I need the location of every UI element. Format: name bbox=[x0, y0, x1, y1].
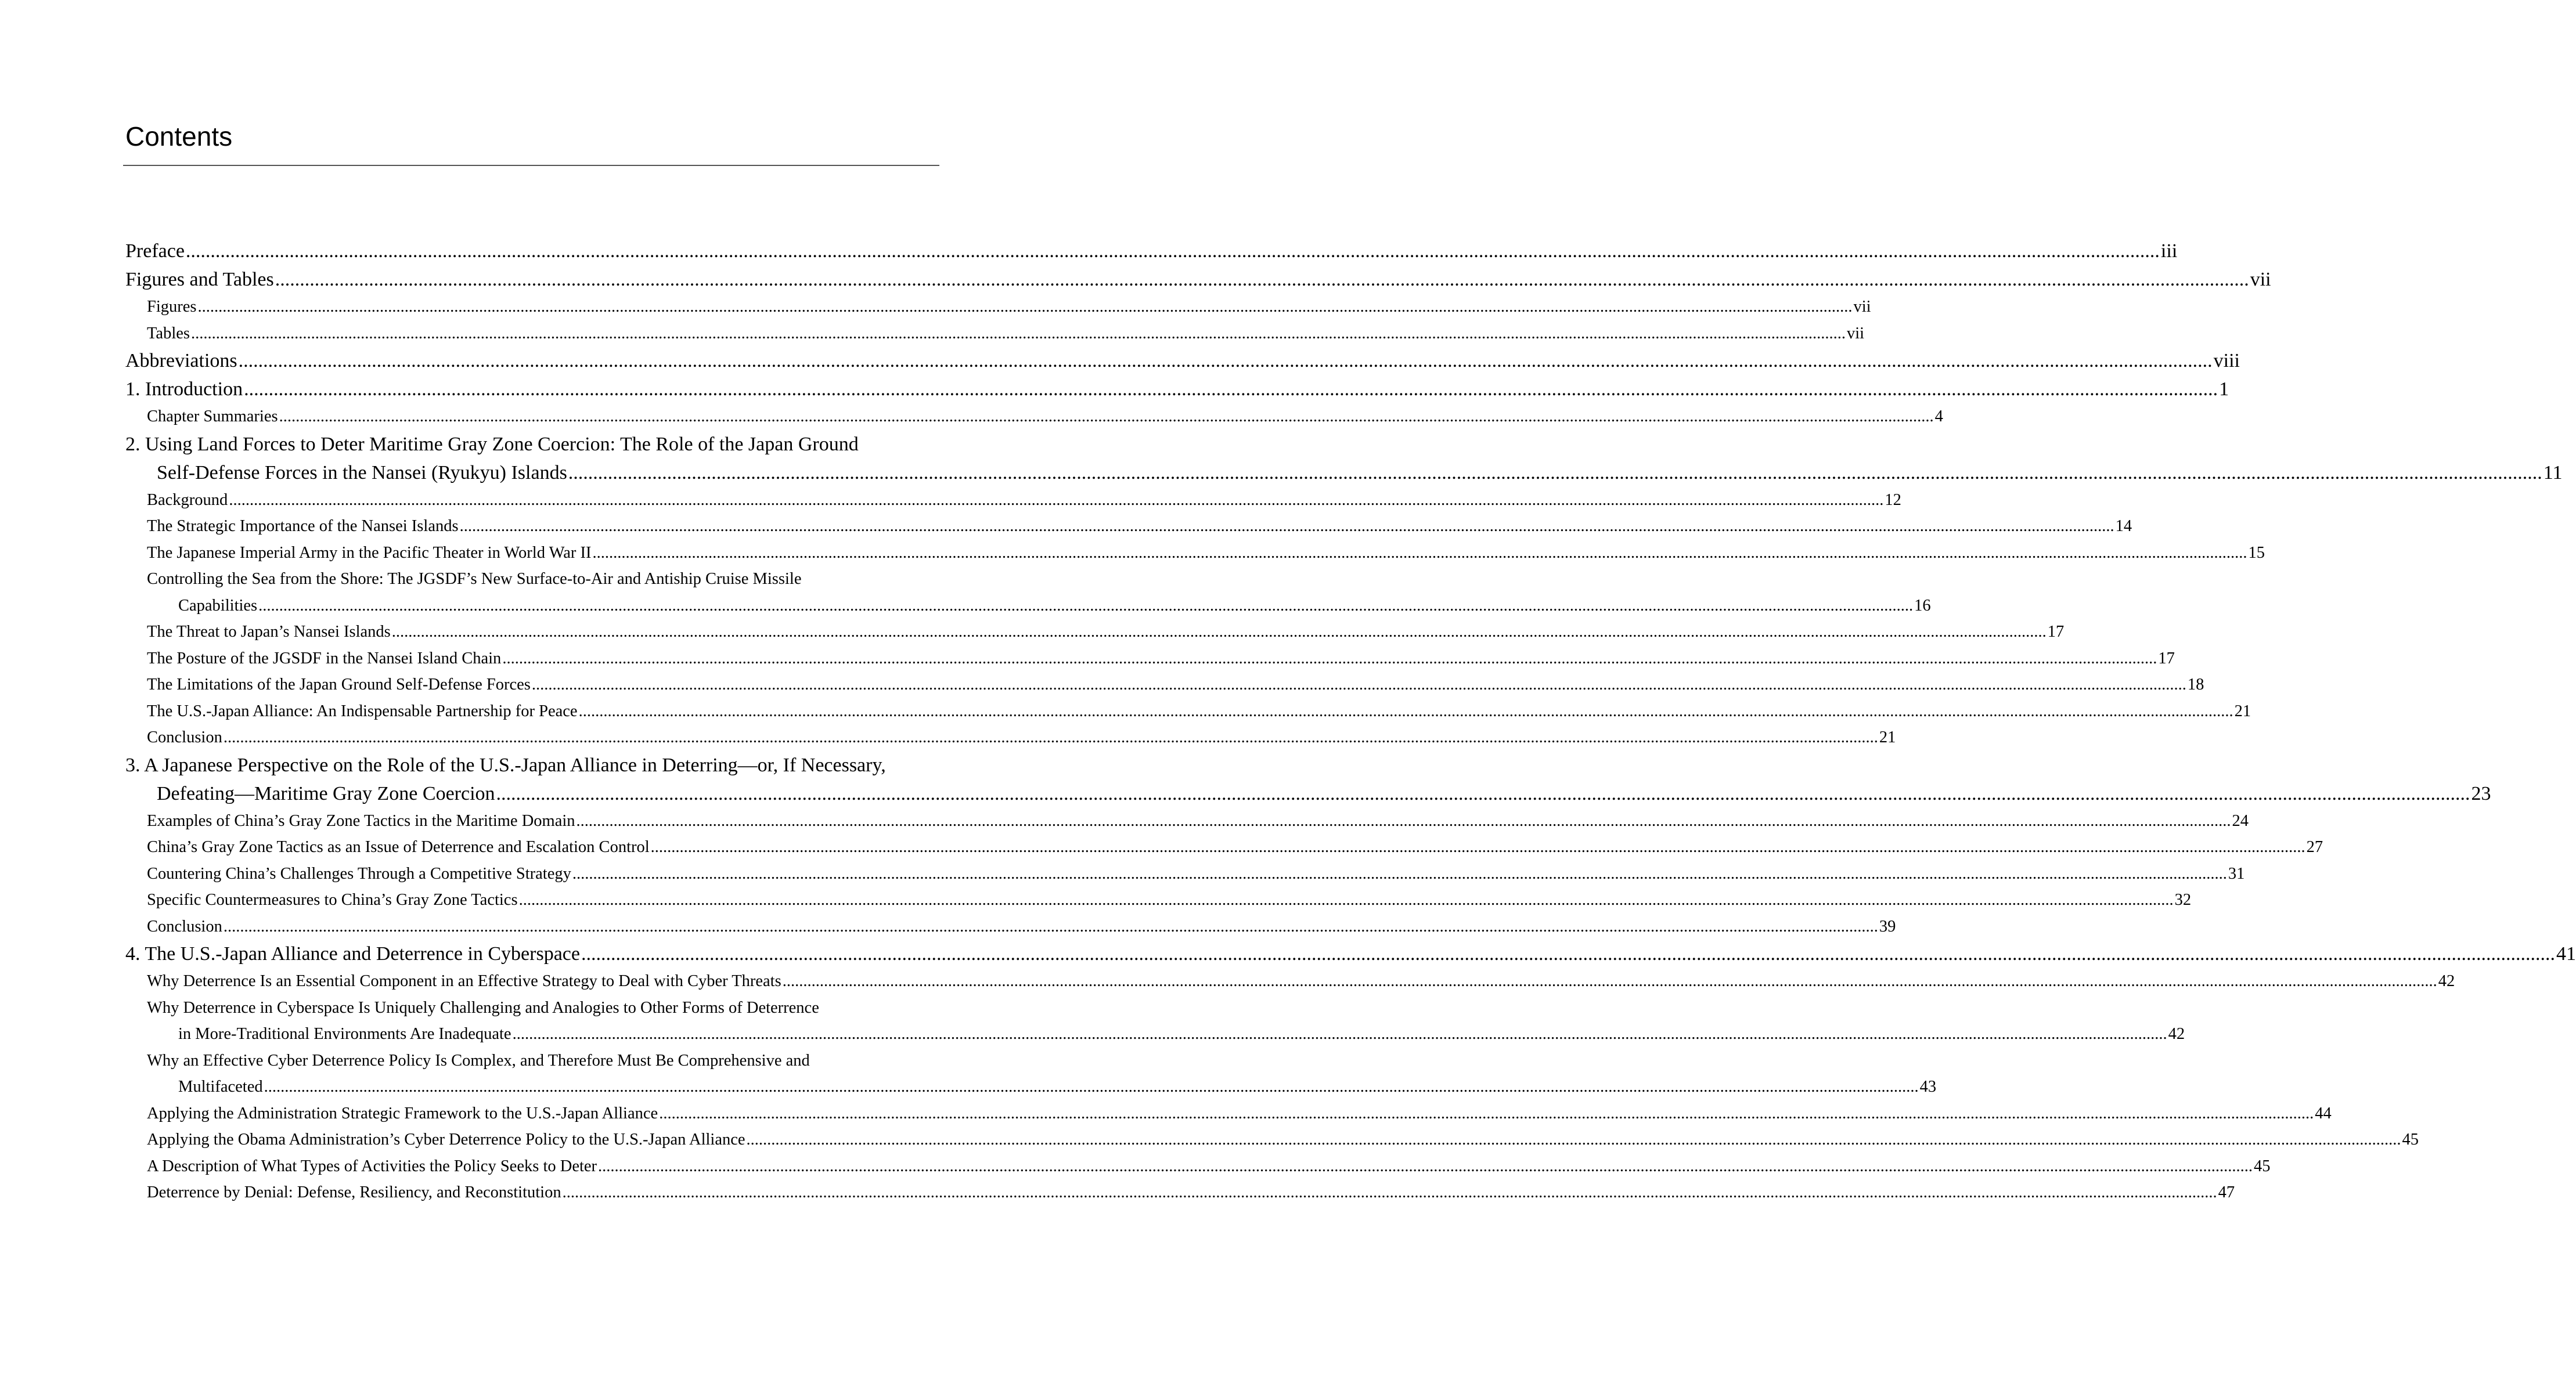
toc-page-number: 17 bbox=[2158, 649, 2175, 667]
toc-entry[interactable] bbox=[125, 1100, 2332, 1127]
toc-page-number: 23 bbox=[2471, 782, 2491, 804]
toc-page-number: 45 bbox=[2254, 1157, 2271, 1175]
toc-entry[interactable] bbox=[125, 375, 2229, 403]
toc-entry[interactable] bbox=[125, 619, 2065, 645]
toc-entry-title: 3. A Japanese Perspective on the Role of the U.S.-Japan Alliance in Deterring—or, If Necessary, bbox=[125, 754, 886, 776]
toc-entry-title: in More-Traditional Environments Are Inadequate bbox=[178, 1025, 511, 1043]
toc-entry[interactable] bbox=[125, 1048, 1937, 1100]
toc-entry-title: 1. Introduction bbox=[125, 378, 243, 400]
dot-leader: ................................................................................................................................................................................................................................................................................................................................................................................................................ bbox=[229, 490, 1884, 509]
toc-entry-title: Abbreviations bbox=[125, 350, 237, 371]
toc-page-number: 27 bbox=[2306, 838, 2323, 856]
dot-leader: ................................................................................................................................................................................................................................................................................................................................................................................................................ bbox=[581, 943, 2555, 965]
toc-page-number: 4 bbox=[1934, 407, 1943, 425]
toc-page-number: 21 bbox=[1879, 728, 1896, 746]
toc-entry-title: Specific Countermeasures to China’s Gray Zone Tactics bbox=[147, 891, 518, 909]
toc-entry-title: Self-Defense Forces in the Nansei (Ryukyu) Islands bbox=[157, 461, 567, 483]
dot-leader: ................................................................................................................................................................................................................................................................................................................................................................................................................ bbox=[238, 350, 2213, 371]
toc-entry[interactable] bbox=[125, 645, 2175, 672]
toc-entry[interactable] bbox=[125, 320, 1865, 347]
toc-page-number: 31 bbox=[2228, 864, 2245, 883]
toc-entry-title: Countering China’s Challenges Through a Competitive Strategy bbox=[147, 864, 571, 883]
toc-entry-title: A Description of What Types of Activities the Policy Seeks to Deter bbox=[147, 1157, 597, 1175]
toc-entry-title: Why Deterrence in Cyberspace Is Uniquely Challenging and Analogies to Other Forms of Deterrence bbox=[147, 998, 819, 1017]
toc-entry[interactable] bbox=[125, 1127, 2419, 1153]
toc-entry-title: China’s Gray Zone Tactics as an Issue of Deterrence and Escalation Control bbox=[147, 838, 650, 856]
toc-page-number: 17 bbox=[2047, 623, 2065, 641]
toc-entry[interactable] bbox=[125, 265, 2271, 294]
dot-leader: ................................................................................................................................................................................................................................................................................................................................................................................................................ bbox=[279, 407, 1934, 425]
toc-entry-title: Conclusion bbox=[147, 917, 222, 936]
toc-page-number: 18 bbox=[2187, 676, 2204, 694]
toc-entry[interactable] bbox=[125, 294, 1871, 320]
dot-leader: ................................................................................................................................................................................................................................................................................................................................................................................................................ bbox=[264, 1078, 1919, 1096]
toc-page-number: 42 bbox=[2438, 972, 2455, 990]
toc-page-number: 15 bbox=[2248, 543, 2265, 562]
toc-page-number: vii bbox=[2250, 269, 2271, 290]
toc-entry[interactable] bbox=[125, 540, 2265, 566]
toc-entry[interactable] bbox=[125, 698, 2251, 725]
toc-entry-title: Conclusion bbox=[147, 728, 222, 746]
toc-page-number: 41 bbox=[2556, 943, 2576, 965]
toc-page-number: 12 bbox=[1885, 490, 1901, 509]
toc-page-number: vii bbox=[1853, 298, 1871, 316]
toc-entry-title: The Japanese Imperial Army in the Pacific Theater in World War II bbox=[147, 543, 592, 562]
toc-page-number: 32 bbox=[2174, 891, 2192, 909]
toc-entry[interactable] bbox=[125, 346, 2240, 375]
toc-entry[interactable] bbox=[125, 834, 2323, 861]
toc-entry-title: Why Deterrence Is an Essential Component in an Effective Strategy to Deal with Cyber Threats bbox=[147, 972, 781, 990]
dot-leader: ................................................................................................................................................................................................................................................................................................................................................................................................................ bbox=[512, 1025, 2167, 1043]
toc-page-number: 11 bbox=[2543, 461, 2563, 483]
toc-entry-title: Defeating—Maritime Gray Zone Coercion bbox=[157, 782, 495, 804]
toc-entry-title: Deterrence by Denial: Defense, Resiliency, and Reconstitution bbox=[147, 1183, 561, 1201]
toc-entry-title: Preface bbox=[125, 240, 185, 262]
toc-page-number: 24 bbox=[2232, 811, 2249, 830]
toc-entry[interactable] bbox=[125, 430, 2563, 487]
dot-leader: ................................................................................................................................................................................................................................................................................................................................................................................................................ bbox=[572, 864, 2227, 883]
dot-leader: ................................................................................................................................................................................................................................................................................................................................................................................................................ bbox=[275, 269, 2249, 290]
toc-page-number: vii bbox=[1846, 324, 1865, 342]
toc-entry-title: Capabilities bbox=[178, 596, 258, 615]
table-of-contents bbox=[125, 237, 2576, 1206]
toc-entry[interactable] bbox=[125, 914, 1896, 940]
toc-entry-title: The Threat to Japan’s Nansei Islands bbox=[147, 623, 391, 641]
dot-leader: ................................................................................................................................................................................................................................................................................................................................................................................................................ bbox=[578, 702, 2233, 720]
toc-page-number: 14 bbox=[2115, 517, 2132, 535]
toc-entry[interactable] bbox=[125, 487, 1901, 514]
toc-entry-title: Multifaceted bbox=[178, 1078, 263, 1096]
toc-page-number: 1 bbox=[2219, 378, 2229, 400]
toc-entry-title: The U.S.-Japan Alliance: An Indispensable Partnership for Peace bbox=[147, 702, 578, 720]
toc-entry[interactable] bbox=[125, 808, 2249, 835]
page-title: Contents bbox=[125, 121, 233, 151]
dot-leader: ................................................................................................................................................................................................................................................................................................................................................................................................................ bbox=[258, 596, 1914, 615]
toc-entry-title: Examples of China’s Gray Zone Tactics in the Maritime Domain bbox=[147, 811, 575, 830]
toc-page-number: 39 bbox=[1879, 917, 1896, 936]
dot-leader: ................................................................................................................................................................................................................................................................................................................................................................................................................ bbox=[568, 461, 2542, 483]
dot-leader: ................................................................................................................................................................................................................................................................................................................................................................................................................ bbox=[659, 1104, 2314, 1122]
toc-page-number: 42 bbox=[2168, 1025, 2185, 1043]
toc-entry[interactable] bbox=[125, 513, 2132, 540]
dot-leader: ................................................................................................................................................................................................................................................................................................................................................................................................................ bbox=[562, 1183, 2217, 1201]
dot-leader: ................................................................................................................................................................................................................................................................................................................................................................................................................ bbox=[782, 972, 2437, 990]
toc-entry-title: Controlling the Sea from the Shore: The JGSDF’s New Surface-to-Air and Antiship Cruise Missile bbox=[147, 570, 802, 588]
toc-entry-title: Figures and Tables bbox=[125, 269, 274, 290]
toc-entry-title: Applying the Obama Administration’s Cyber Deterrence Policy to the U.S.-Japan Alliance bbox=[147, 1131, 745, 1149]
toc-entry[interactable] bbox=[125, 403, 1943, 430]
dot-leader: ................................................................................................................................................................................................................................................................................................................................................................................................................ bbox=[531, 676, 2186, 694]
toc-entry[interactable] bbox=[125, 968, 2455, 995]
toc-page-number: 21 bbox=[2234, 702, 2251, 720]
toc-entry[interactable] bbox=[125, 1179, 2235, 1206]
dot-leader: ................................................................................................................................................................................................................................................................................................................................................................................................................ bbox=[197, 298, 1853, 316]
dot-leader: ................................................................................................................................................................................................................................................................................................................................................................................................................ bbox=[223, 917, 1878, 936]
toc-entry-title: The Strategic Importance of the Nansei Islands bbox=[147, 517, 459, 535]
toc-page-number: viii bbox=[2213, 350, 2240, 371]
dot-leader: ................................................................................................................................................................................................................................................................................................................................................................................................................ bbox=[185, 240, 2160, 262]
dot-leader: ................................................................................................................................................................................................................................................................................................................................................................................................................ bbox=[576, 811, 2231, 830]
toc-entry[interactable] bbox=[125, 940, 2576, 968]
title-rule bbox=[123, 165, 939, 166]
toc-entry[interactable] bbox=[125, 751, 2491, 808]
dot-leader: ................................................................................................................................................................................................................................................................................................................................................................................................................ bbox=[502, 649, 2157, 667]
toc-page-number: 44 bbox=[2315, 1104, 2332, 1122]
dot-leader: ................................................................................................................................................................................................................................................................................................................................................................................................................ bbox=[598, 1157, 2253, 1175]
toc-page-number: 16 bbox=[1914, 596, 1931, 615]
toc-entry-title: Why an Effective Cyber Deterrence Policy Is Complex, and Therefore Must Be Comprehensive and bbox=[147, 1051, 810, 1070]
dot-leader: ................................................................................................................................................................................................................................................................................................................................................................................................................ bbox=[518, 891, 2174, 909]
dot-leader: ................................................................................................................................................................................................................................................................................................................................................................................................................ bbox=[244, 378, 2218, 400]
toc-entry[interactable] bbox=[125, 1153, 2271, 1180]
toc-entry-title: Tables bbox=[147, 324, 190, 342]
toc-entry-title: Applying the Administration Strategic Framework to the U.S.-Japan Alliance bbox=[147, 1104, 658, 1122]
toc-entry-title: 4. The U.S.-Japan Alliance and Deterrence in Cyberspace bbox=[125, 943, 580, 965]
dot-leader: ................................................................................................................................................................................................................................................................................................................................................................................................................ bbox=[223, 728, 1878, 746]
toc-entry-title: The Posture of the JGSDF in the Nansei Island Chain bbox=[147, 649, 502, 667]
toc-entry-title: Background bbox=[147, 490, 228, 509]
dot-leader: ................................................................................................................................................................................................................................................................................................................................................................................................................ bbox=[190, 324, 1846, 342]
toc-page-number: iii bbox=[2160, 240, 2178, 262]
dot-leader: ................................................................................................................................................................................................................................................................................................................................................................................................................ bbox=[746, 1131, 2401, 1149]
toc-page-number: 47 bbox=[2218, 1183, 2235, 1201]
toc-entry[interactable] bbox=[125, 861, 2245, 887]
toc-entry-title: The Limitations of the Japan Ground Self-Defense Forces bbox=[147, 676, 531, 694]
toc-entry-title: Chapter Summaries bbox=[147, 407, 278, 425]
dot-leader: ................................................................................................................................................................................................................................................................................................................................................................................................................ bbox=[650, 838, 2305, 856]
toc-entry[interactable] bbox=[125, 995, 2185, 1048]
toc-page-number: 43 bbox=[1919, 1078, 1937, 1096]
toc-entry[interactable] bbox=[125, 566, 1931, 619]
toc-entry[interactable] bbox=[125, 887, 2192, 914]
toc-entry-title: Figures bbox=[147, 298, 197, 316]
dot-leader: ................................................................................................................................................................................................................................................................................................................................................................................................................ bbox=[391, 623, 2047, 641]
dot-leader: ................................................................................................................................................................................................................................................................................................................................................................................................................ bbox=[459, 517, 2114, 535]
dot-leader: ................................................................................................................................................................................................................................................................................................................................................................................................................ bbox=[592, 543, 2247, 562]
toc-entry[interactable] bbox=[125, 237, 2178, 265]
toc-entry-title: 2. Using Land Forces to Deter Maritime Gray Zone Coercion: The Role of the Japan Ground bbox=[125, 433, 859, 455]
toc-page-number: 45 bbox=[2402, 1131, 2419, 1149]
dot-leader: ................................................................................................................................................................................................................................................................................................................................................................................................................ bbox=[496, 782, 2470, 804]
toc-entry[interactable] bbox=[125, 724, 1896, 751]
toc-entry[interactable] bbox=[125, 672, 2204, 698]
